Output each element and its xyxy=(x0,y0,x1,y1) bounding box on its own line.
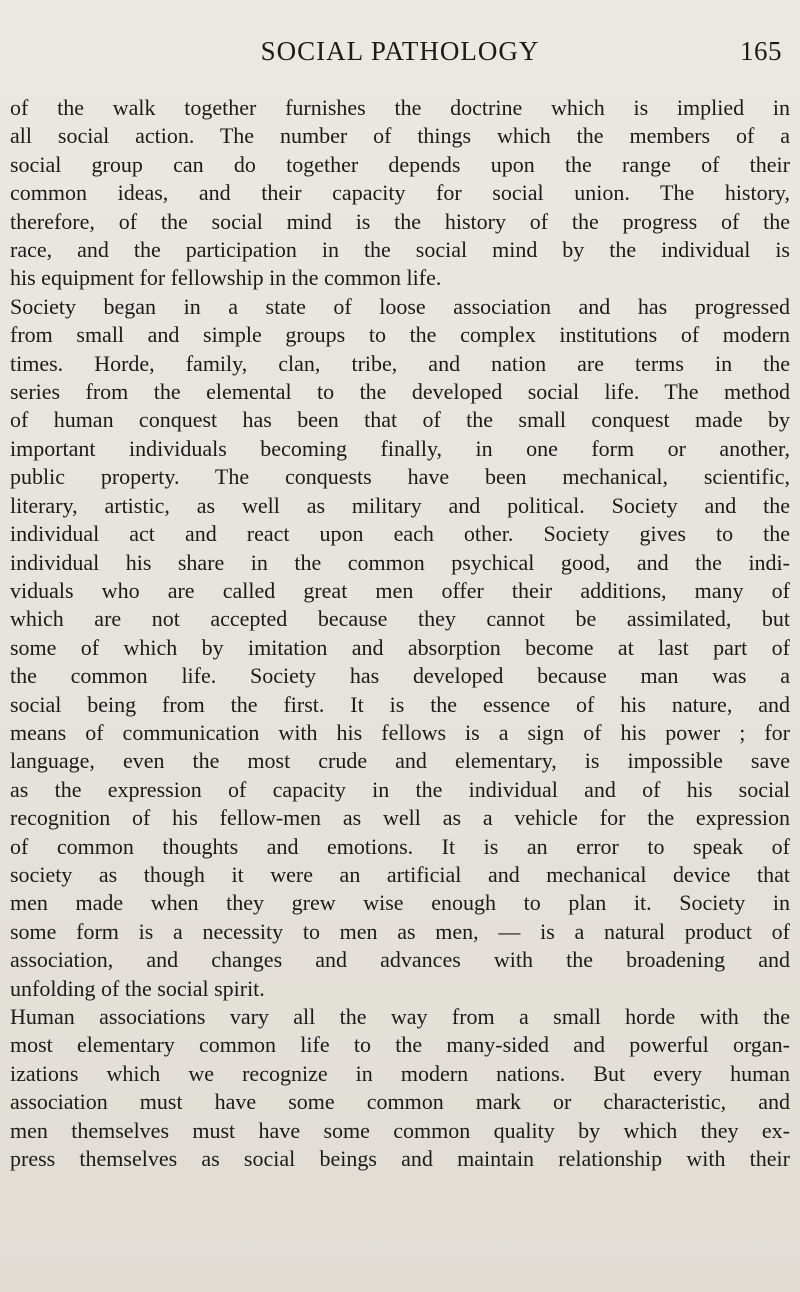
text-line: unfolding of the social spirit. xyxy=(10,975,265,1001)
text-line: social being from the first. It is the essence of his nature, and xyxy=(10,691,790,717)
text-line: of human conquest has been that of the small conquest made by xyxy=(10,407,790,433)
text-line: all social action. The number of things which the members of a xyxy=(10,123,790,149)
text-line: race, and the participation in the social mind by the individual is xyxy=(10,237,790,263)
text-line: recognition of his fellow-men as well as a vehicle for the expression xyxy=(10,805,790,831)
text-line: society as though it were an artificial and mechanical device that xyxy=(10,861,790,887)
text-line: important individuals becoming finally, in one form or another, xyxy=(10,435,790,461)
text-line: izations which we recognize in modern nations. But every human xyxy=(10,1060,790,1086)
running-title: SOCIAL PATHOLOGY xyxy=(260,36,540,66)
text-line: men themselves must have some common quality by which they ex- xyxy=(10,1117,790,1143)
text-line: from small and simple groups to the complex institutions of modern xyxy=(10,322,790,348)
text-line: times. Horde, family, clan, tribe, and nation are terms in the xyxy=(10,350,790,376)
text-line: individual act and react upon each other. Society gives to the xyxy=(10,521,790,547)
body-text xyxy=(10,94,790,1173)
text-line: individual his share in the common psychical good, and the indi- xyxy=(10,549,790,575)
text-line: of common thoughts and emotions. It is an error to speak of xyxy=(10,833,790,859)
text-line: Human associations vary all the way from a small horde with the xyxy=(10,1004,790,1029)
text-line: viduals who are called great men offer their additions, many of xyxy=(10,577,790,603)
text-line: some form is a necessity to men as men, — is a natural product of xyxy=(10,918,790,944)
text-line: social group can do together depends upon the range of their xyxy=(10,151,790,177)
text-line: public property. The conquests have been mechanical, scientific, xyxy=(10,464,790,490)
text-line: men made when they grew wise enough to plan it. Society in xyxy=(10,890,790,916)
text-line: therefore, of the social mind is the history of the progress of the xyxy=(10,208,790,234)
running-head xyxy=(0,36,800,72)
text-line: most elementary common life to the many-sided and powerful organ- xyxy=(10,1032,790,1058)
text-line: series from the elemental to the developed social life. The method xyxy=(10,379,790,405)
text-line: association, and changes and advances with the broadening and xyxy=(10,947,790,973)
text-line: literary, artistic, as well as military and political. Society and the xyxy=(10,492,790,518)
text-line: the common life. Society has developed because man was a xyxy=(10,663,790,689)
text-line: language, even the most crude and elementary, is impossible save xyxy=(10,748,790,774)
text-line: his equipment for fellowship in the common life. xyxy=(10,265,442,291)
text-line: common ideas, and their capacity for social union. The history, xyxy=(10,180,790,206)
text-line: as the expression of capacity in the individual and of his social xyxy=(10,776,790,802)
text-line: association must have some common mark or characteristic, and xyxy=(10,1089,790,1115)
text-line: of the walk together furnishes the doctrine which is implied in xyxy=(10,95,790,120)
text-line: some of which by imitation and absorption become at last part of xyxy=(10,634,790,660)
text-line: Society began in a state of loose association and has progressed xyxy=(10,293,790,319)
text-line: which are not accepted because they cannot be assimilated, but xyxy=(10,606,790,632)
page-number: 165 xyxy=(740,36,782,66)
text-line: means of communication with his fellows is a sign of his power ; for xyxy=(10,719,790,745)
text-line: press themselves as social beings and maintain relationship with their xyxy=(10,1146,790,1172)
